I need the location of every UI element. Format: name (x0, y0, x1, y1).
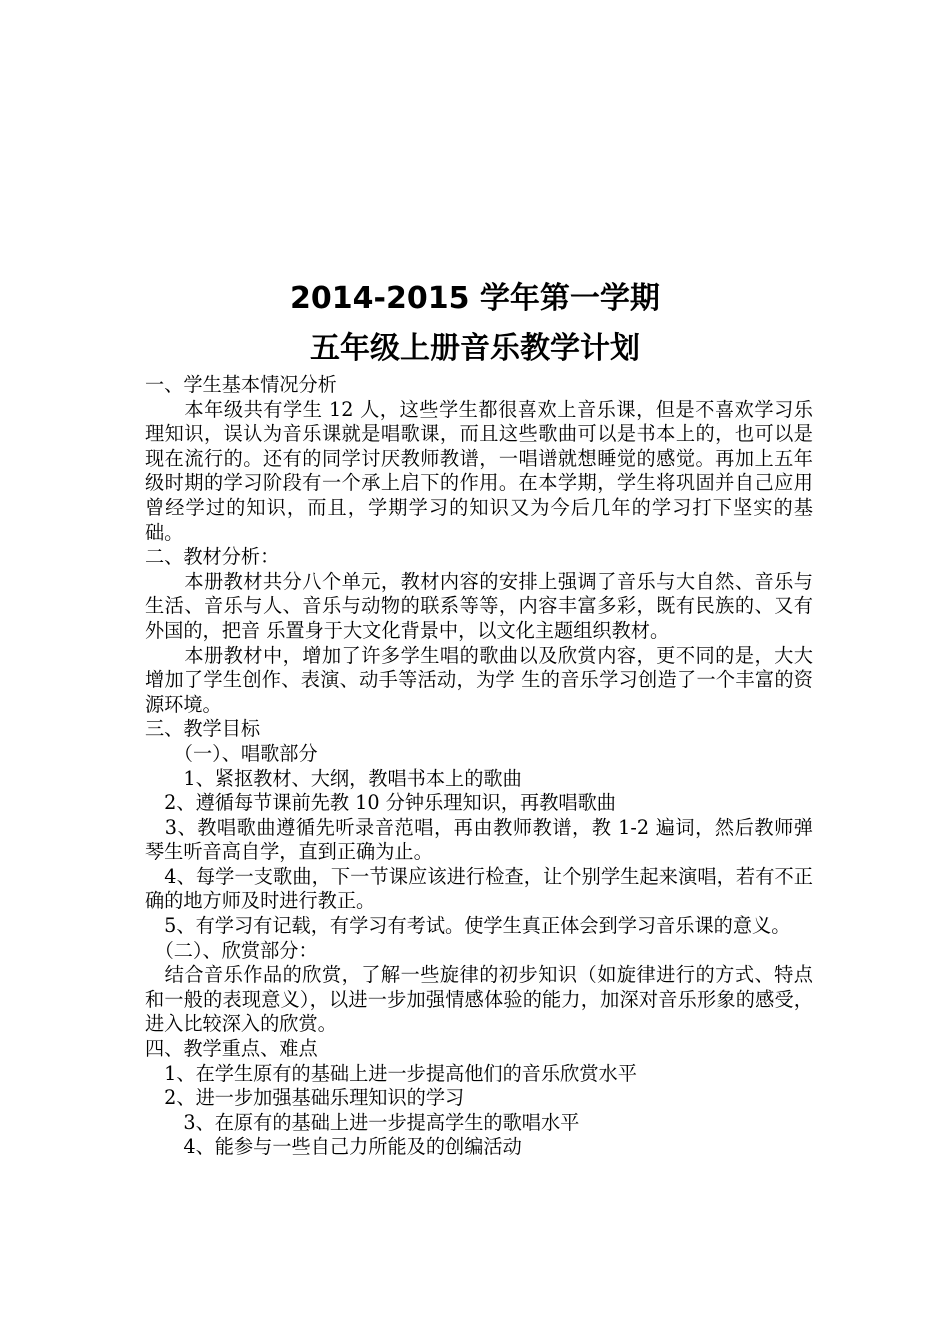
list-item: 2、遵循每节课前先教 10 分钟乐理知识，再教唱歌曲 (145, 791, 616, 815)
document-title-year: 2014-2015 学年第一学期 (290, 281, 660, 316)
subsection-heading: （一）、唱歌部分 (145, 741, 318, 765)
paragraph: 本册教材共分八个单元，教材内容的安排上强调了音乐与大自然、音乐与生活、音乐与人、音乐与动物的联系等等，内容丰富多彩，既有民族的、又有外国的，把音 乐置身于大文化背景中，以文化主题组织教材。 (145, 569, 813, 642)
list-item: 3、在原有的基础上进一步提高学生的歌唱水平 (145, 1110, 580, 1134)
document-body (145, 373, 813, 1160)
section-heading: 二、教材分析： (145, 545, 280, 569)
section-heading: 一、学生基本情况分析 (145, 373, 337, 396)
section-heading: 三、教学目标 (145, 717, 261, 741)
list-item: 4、每学一支歌曲，下一节课应该进行检查，让个别学生起来演唱，若有不正确的地方师及时进行教正。 (145, 864, 813, 913)
paragraph: 本年级共有学生 12 人，这些学生都很喜欢上音乐课，但是不喜欢学习乐理知识，误认为音乐课就是唱歌课，而且这些歌曲可以是书本上的，也可以是现在流行的。还有的同学讨厌教师教谱，一唱谱就想睡觉的感觉。再加上五年级时期的学习阶段有一个承上启下的作用。在本学期，学生将巩固并自己应用曾经学过的知识，而且，学期学习的知识又为今后几年的学习打下坚实的基础。 (145, 397, 813, 544)
list-item: 5、有学习有记载，有学习有考试。使学生真正体会到学习音乐课的意义。 (145, 914, 791, 938)
list-item: 4、能参与一些自己力所能及的创编活动 (145, 1135, 522, 1159)
paragraph: 本册教材中，增加了许多学生唱的歌曲以及欣赏内容，更不同的是，大大增加了学生创作、表演、动手等活动，为学 生的音乐学习创造了一个丰富的资源环境。 (145, 643, 813, 716)
list-item: 2、进一步加强基础乐理知识的学习 (145, 1086, 465, 1110)
paragraph: 结合音乐作品的欣赏，了解一些旋律的初步知识（如旋律进行的方式、特点和一般的表现意义），以进一步加强情感体验的能力，加深对音乐形象的感受，进入比较深入的欣赏。 (145, 963, 813, 1036)
document-title-plan: 五年级上册音乐教学计划 (310, 331, 640, 366)
list-item: 3、教唱歌曲遵循先听录音范唱，再由教师教谱，教 1-2 遍词，然后教师弹琴生听音高自学，直到正确为止。 (145, 815, 813, 864)
list-item: 1、在学生原有的基础上进一步提高他们的音乐欣赏水平 (145, 1061, 637, 1085)
list-item: 1、紧抠教材、大纲，教唱书本上的歌曲 (145, 766, 522, 790)
subsection-heading: （二）、欣赏部分： (145, 938, 318, 962)
section-heading: 四、教学重点、难点 (145, 1037, 318, 1061)
